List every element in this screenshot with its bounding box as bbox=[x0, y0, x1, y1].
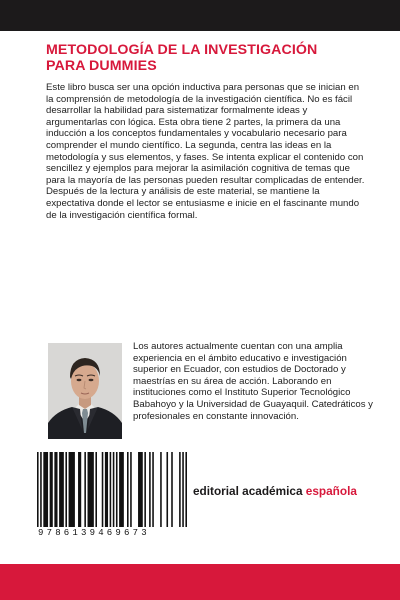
barcode-bar bbox=[127, 452, 129, 527]
barcode-bar bbox=[65, 452, 67, 527]
author-portrait-icon bbox=[48, 343, 122, 439]
barcode-bar bbox=[185, 452, 187, 527]
barcode-bar bbox=[144, 452, 146, 527]
barcode-bar bbox=[130, 452, 132, 527]
author-bio bbox=[133, 341, 373, 422]
barcode-bar bbox=[179, 452, 181, 527]
author-bio-text: Los autores actualmente cuentan con una amplia experiencia en el ámbito educativo e investigación superior en Ecuador, con estudios de Doctorado y maestrías en su área de acción. Laborando en instituciones como el Instituto Superior Tecnológico Babahoyo y la Universidad de Guayaquil. Catedráticos y profesionales en constante innovación. bbox=[133, 341, 373, 422]
barcode-bar bbox=[113, 452, 115, 527]
bottom-band bbox=[0, 564, 400, 600]
barcode-bar bbox=[149, 452, 151, 527]
barcode-bar bbox=[116, 452, 118, 527]
barcode-bar bbox=[119, 452, 124, 527]
publisher-name-part-1: editorial académica bbox=[193, 484, 303, 498]
isbn-number: 9786139469673 bbox=[38, 528, 150, 538]
barcode-bar bbox=[138, 452, 143, 527]
top-band bbox=[0, 0, 400, 31]
barcode-bar bbox=[43, 452, 48, 527]
barcode-bar bbox=[50, 452, 53, 527]
barcode-bar bbox=[105, 452, 108, 527]
author-photo bbox=[48, 343, 122, 439]
barcode-bar bbox=[40, 452, 42, 527]
barcode-bar bbox=[152, 452, 154, 527]
barcode-bars bbox=[34, 452, 190, 527]
barcode-bar bbox=[54, 452, 57, 527]
book-title bbox=[46, 42, 366, 74]
barcode-bar bbox=[95, 452, 97, 527]
barcode-bar bbox=[160, 452, 162, 527]
barcode-bar bbox=[84, 452, 86, 527]
barcode-bar bbox=[59, 452, 64, 527]
book-title-line-1: METODOLOGÍA DE LA INVESTIGACIÓN bbox=[46, 42, 318, 58]
barcode-bar bbox=[102, 452, 104, 527]
barcode-bar bbox=[166, 452, 168, 527]
barcode-bar bbox=[37, 452, 39, 527]
barcode-bar bbox=[88, 452, 94, 527]
publisher-logo bbox=[193, 484, 357, 498]
barcode-bar bbox=[78, 452, 81, 527]
publisher-name-part-2: española bbox=[305, 484, 357, 498]
book-title-line-2: PARA DUMMIES bbox=[46, 58, 157, 74]
description-paragraph-2: Después de la lectura y análisis de este material, se mantiene la expectativa donde el lector se entusiasme e inicie en el fascinante mundo de la investigación científica formal. bbox=[46, 186, 360, 221]
book-description bbox=[46, 82, 368, 221]
barcode-bar bbox=[182, 452, 184, 527]
description-paragraph-1: Este libro busca ser una opción inductiva para personas que se inician en la comprensión de metodología de la investigación científica. No es fácil desarrollar la habilidad para sistematizar formalmente ideas y argumentarlas con lógica. Esta obra tiene 2 partes, la primera da una inducción a los conceptos fundamentales y vocabulario necesario para comprender el mundo científico. La segunda, centra las ideas en la metodología y sus elementos, y fases. Se intenta explicar el contenido con sencillez y ejemplos para mejorar la asimilación cognitiva de temas que para la mayoría de las personas pueden resultar complicadas de entender. bbox=[46, 82, 365, 186]
barcode-bar bbox=[110, 452, 112, 527]
barcode-bar bbox=[69, 452, 75, 527]
barcode-bar bbox=[171, 452, 173, 527]
